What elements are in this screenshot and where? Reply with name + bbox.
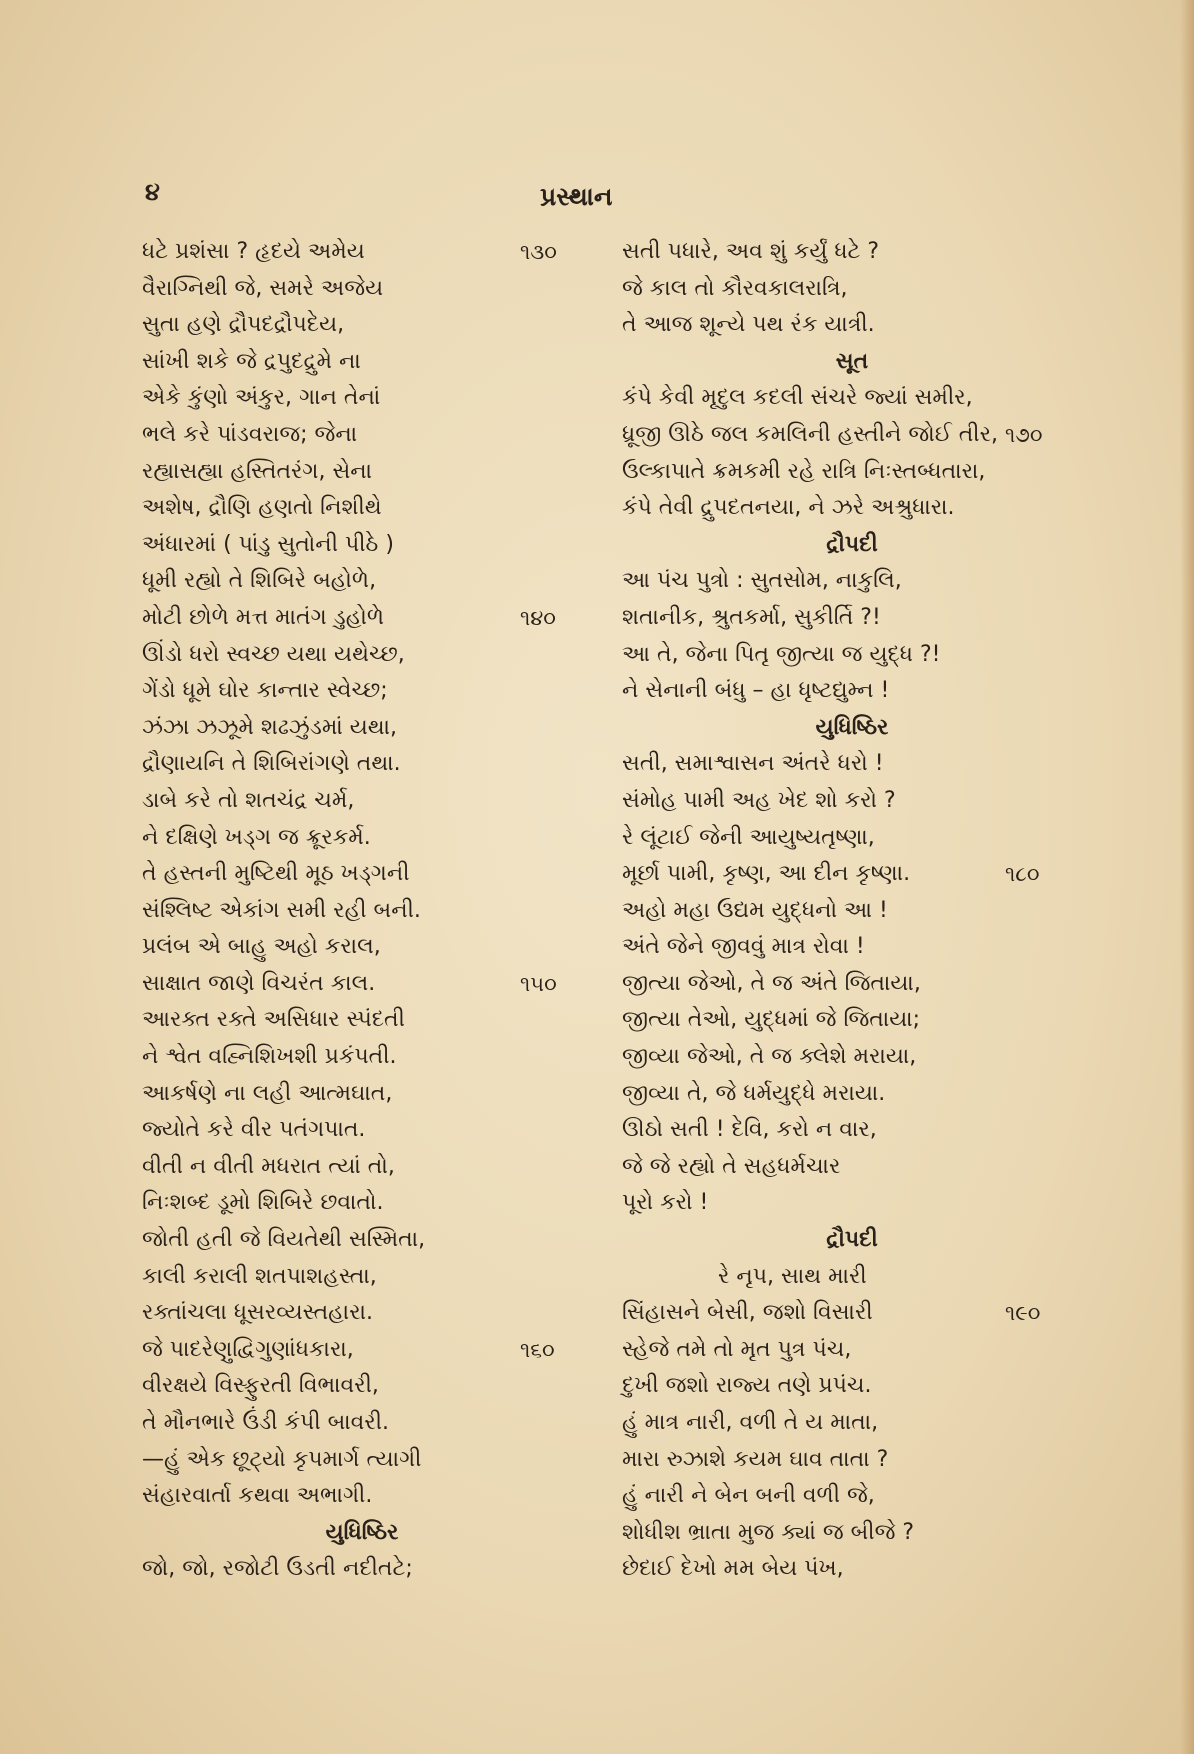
verse-text: તે મૌનભારે ઉંડી કંપી બાવરી. [142, 1410, 390, 1435]
verse-line [622, 783, 1082, 820]
verse-text: રક્તાંચલા ધૂસરવ્યસ્તહારા. [142, 1300, 373, 1326]
verse-text: અશેષ, દ્રૌણિ હણતો નિશીથે [142, 495, 382, 521]
verse-line [142, 234, 582, 271]
verse-text: કંપે તેવી દ્રુપદતનયા, ને ઝરે અશ્રુધારા. [622, 495, 955, 521]
verse-text: ઉલ્કાપાતે ક્રમકમી રહે રાત્રિ નિઃસ્તબ્ધતારા, [622, 458, 986, 484]
verse-line [142, 1332, 582, 1369]
verse-text: તે આજ શૂન્યે પથ રંક યાત્રી. [622, 312, 875, 338]
verse-line [142, 856, 582, 893]
verse-text: આ તે, જેના પિતૃ જીત્યા જ યુદ્ધ ?! [622, 641, 941, 667]
verse-line [142, 307, 582, 344]
verse-line [142, 1222, 582, 1259]
verse-text: પ્રલંબ એ બાહુ અહો કરાલ, [142, 934, 381, 960]
line-number: ૧૮૦ [1005, 862, 1040, 887]
verse-text: જીવ્યા જેઓ, તે જ ક્લેશે મરાયા, [622, 1044, 917, 1070]
verse-text: જીવ્યા તે, જે ધર્મયુદ્ધે મરાયા. [622, 1080, 886, 1106]
verse-text: ને શ્વેત વહ્નિશિખશી પ્રકંપતી. [142, 1044, 397, 1070]
verse-line [142, 1039, 582, 1076]
speaker-name: યુધિષ્ઠિર [815, 714, 889, 740]
verse-text: ને દક્ષિણે ખડ્ગ જ ક્રૂરકર્મ. [142, 824, 371, 850]
verse-line [142, 1149, 582, 1186]
verse-line [622, 417, 1082, 454]
verse-line [622, 234, 1082, 271]
verse-text: —હું એક છૂટ્યો કૃપમાર્ગ ત્યાગી [142, 1446, 422, 1472]
verse-line [142, 527, 582, 564]
verse-line [622, 271, 1082, 308]
verse-line [622, 966, 1082, 1003]
line-number: ૧૬૦ [520, 1337, 555, 1362]
verse-line [142, 966, 582, 1003]
line-number: ૧૯૦ [1005, 1301, 1041, 1326]
verse-text: વીતી ન વીતી મધરાત ત્યાં તો, [142, 1153, 395, 1179]
verse-text: સ્હેજે તમે તો મૃત પુત્ર પંચ, [622, 1336, 852, 1362]
verse-line [142, 637, 582, 674]
speaker-name: દ્રૌપદી [826, 1227, 878, 1253]
verse-line [142, 820, 582, 857]
verse-line [622, 746, 1082, 783]
page-number: ૪ [145, 178, 160, 206]
verse-text: શતાનીક, શ્રુતકર્મા, સુકીર્તિ ?! [622, 604, 881, 630]
verse-line [142, 1185, 582, 1222]
verse-text: સંહારવાર્તા કથવા અભાગી. [142, 1483, 373, 1509]
verse-line [142, 1076, 582, 1113]
verse-text: એકે કુંણો અંકુર, ગાન તેનાં [142, 385, 381, 411]
verse-line [142, 600, 582, 637]
verse-line [142, 710, 582, 747]
verse-line [622, 929, 1082, 966]
verse-line [622, 856, 1082, 893]
verse-line [142, 1478, 582, 1515]
verse-text: મારા રુઝાશે કયમ ઘાવ તાતા ? [622, 1446, 889, 1472]
verse-text: છેદાઈ દેખો મમ બેય પંખ, [622, 1556, 844, 1582]
verse-text: સતી પધારે, અવ શું કર્યું ધટે ? [622, 239, 880, 264]
verse-text: જે પાદરેણુદ્વિગુણાંધકારા, [142, 1336, 354, 1362]
verse-text: જીત્યા જેઓ, તે જ અંતે જિતાયા, [622, 970, 921, 996]
verse-text: રે નૃપ, સાથ મારી [718, 1263, 867, 1289]
verse-text: સંશ્લિષ્ટ એકાંગ સમી રહી બની. [142, 897, 421, 923]
verse-line [142, 1112, 582, 1149]
verse-text: સતી, સમાશ્વાસન અંતરે ધરો ! [622, 751, 884, 777]
verse-line [622, 1405, 1082, 1442]
verse-line [622, 673, 1082, 710]
verse-text: અંધારમાં ( પાંડુ સુતોની પીઠે ) [142, 531, 394, 557]
verse-text: ઝંઝા ઝઝૂમે શઢઝુંડમાં યથા, [142, 714, 398, 740]
verse-text: અંતે જેને જીવવું માત્ર રોવા ! [622, 934, 865, 960]
verse-line [622, 600, 1082, 637]
verse-line [622, 1368, 1082, 1405]
verse-text: ભલે કરે પાંડવરાજ; જેના [142, 421, 358, 447]
verse-text: સાક્ષાત જાણે વિચરંત કાલ. [142, 970, 376, 996]
verse-line [622, 1295, 1082, 1332]
verse-line [142, 783, 582, 820]
verse-line [142, 929, 582, 966]
verse-text: વીરક્ષયે વિસ્ફુરતી વિભાવરી, [142, 1373, 379, 1399]
verse-line [622, 637, 1082, 674]
verse-text: ઊંડો ધરો સ્વચ્છ યથા યથેચ્છ, [142, 641, 405, 667]
verse-line [142, 1002, 582, 1039]
right-verse-column [622, 234, 1082, 1588]
line-number: ૧૩૦ [520, 240, 557, 264]
verse-line [622, 1478, 1082, 1515]
verse-line [142, 454, 582, 491]
verse-text: શોધીશ ભ્રાતા મુજ ક્યાં જ બીજે ? [622, 1519, 915, 1545]
verse-line [142, 380, 582, 417]
verse-text: વૈરાગ્નિથી જે, સમરે અજેય [142, 275, 384, 301]
verse-text: જ્યોતે કરે વીર પતંગપાત. [142, 1117, 366, 1143]
verse-text: નિઃશબ્દ ડૂમો શિબિરે છવાતો. [142, 1190, 384, 1216]
verse-text: દુખી જશો રાજ્ય તણે પ્રપંચ. [622, 1373, 872, 1399]
verse-line [142, 1295, 582, 1332]
verse-text: દ્રૌણાયનિ તે શિબિરાંગણે તથા. [142, 751, 401, 777]
verse-line [622, 490, 1082, 527]
verse-line [142, 417, 582, 454]
verse-text: કાલી કરાલી શતપાશહસ્તા, [142, 1263, 377, 1289]
verse-text: ધૂમી રહ્યો તે શિબિરે બહોળે, [142, 568, 377, 594]
verse-line [142, 563, 582, 600]
speaker-heading [622, 344, 1082, 381]
verse-line [142, 746, 582, 783]
verse-text: આ પંચ પુત્રો : સુતસોમ, નાકુલિ, [622, 568, 902, 594]
verse-line [622, 1515, 1082, 1552]
verse-text: મોટી છોળે મત્ત માતંગ ડુહોળે [142, 604, 385, 630]
verse-text: ડાબે કરે તો શતચંદ્ર ચર્મ, [142, 787, 355, 813]
verse-line [622, 1149, 1082, 1186]
verse-text: હું નારી ને બેન બની વળી જે, [622, 1483, 875, 1509]
verse-text: રે લૂંટાઈ જેની આયુષ્યતૃષ્ણા, [622, 824, 875, 850]
verse-line [622, 893, 1082, 930]
speaker-heading [622, 710, 1082, 747]
verse-line [622, 820, 1082, 857]
verse-text: ધ્રૂજી ઊઠે જલ કમલિની હસ્તીને જોઈ તીર, [622, 421, 998, 447]
verse-line [622, 1039, 1082, 1076]
verse-line [622, 1259, 1082, 1296]
line-number: ૧૪૦ [520, 605, 556, 630]
verse-line [142, 673, 582, 710]
verse-text: મૂર્છા પામી, કૃષ્ણ, આ દીન કૃષ્ણા. [622, 861, 911, 887]
verse-text: ને સેનાની બંધુ – હા ધૃષ્ટદ્યુમ્ન ! [622, 678, 890, 704]
verse-text: ધટે પ્રશંસા ? હૃદયે અમેય [142, 239, 365, 264]
verse-text: જોતી હતી જે વિયતેથી સસ્મિતા, [142, 1227, 426, 1253]
verse-line [142, 1442, 582, 1479]
speaker-name: યુધિષ્ઠિર [325, 1519, 399, 1545]
verse-line [142, 1259, 582, 1296]
verse-text: સિંહાસને બેસી, જશો વિસારી [622, 1300, 873, 1326]
verse-line [142, 490, 582, 527]
verse-text: સાંખી શકે જે દ્રપુદદ્રુમે ના [142, 348, 361, 374]
speaker-heading [622, 1222, 1082, 1259]
verse-text: આરક્ત રક્તે અસિધાર સ્પંદતી [142, 1007, 405, 1033]
line-number: ૧૫૦ [520, 971, 557, 996]
page-edge-shadow [1180, 0, 1194, 1754]
verse-text: હું માત્ર નારી, વળી તે ય માતા, [622, 1410, 879, 1435]
verse-line [142, 1368, 582, 1405]
line-number: ૧૭૦ [1005, 422, 1043, 447]
verse-line [622, 1185, 1082, 1222]
verse-text: કંપે કેવી મૃદુલ કદલી સંચરે જ્યાં સમીર, [622, 385, 973, 411]
verse-text: ઊઠો સતી ! દેવિ, કરો ન વાર, [622, 1117, 877, 1143]
verse-text: પૂરો કરો ! [622, 1190, 709, 1216]
verse-text: ગેંડો ધૂમે ઘોર કાન્તાર સ્વેચ્છ; [142, 678, 388, 704]
verse-text: સુતા હણે દ્રૌપદદ્રૌપદેય, [142, 312, 345, 338]
speaker-name: સૂત [835, 348, 869, 374]
verse-line [622, 1002, 1082, 1039]
verse-text: રહ્યાસહ્યા હસ્તિતરંગ, સેના [142, 458, 373, 484]
speaker-name: દ્રૌપદી [826, 531, 878, 557]
verse-text: જે જે રહ્યો તે સહધર્મચાર [622, 1153, 841, 1179]
verse-text: જે કાલ તો કૌરવકાલરાત્રિ, [622, 275, 848, 301]
verse-text: જીત્યા તેઓ, યુદ્ધમાં જે જિતાયા; [622, 1007, 921, 1033]
running-title: પ્રસ્થાન [540, 182, 613, 211]
verse-text: આકર્ષણે ના લહી આત્મઘાત, [142, 1080, 393, 1106]
verse-text: સંમોહ પામી અહ ખેદ શો કરો ? [622, 787, 896, 813]
verse-line [142, 271, 582, 308]
verse-line [622, 380, 1082, 417]
verse-line [622, 454, 1082, 491]
verse-line [622, 1112, 1082, 1149]
verse-line [142, 344, 582, 381]
verse-line [622, 1551, 1082, 1588]
verse-line [622, 1076, 1082, 1113]
verse-text: જો, જો, રજોટી ઉડતી નદીતટે; [142, 1556, 413, 1582]
speaker-heading [622, 527, 1082, 564]
verse-text: તે હસ્તની મુષ્ટિથી મૂઠ ખડ્ગની [142, 861, 410, 887]
verse-line [622, 1332, 1082, 1369]
verse-line [142, 893, 582, 930]
verse-line [622, 1442, 1082, 1479]
verse-line [622, 307, 1082, 344]
verse-text: અહો મહા ઉદ્યમ યુદ્ધનો આ ! [622, 897, 888, 923]
verse-line [622, 563, 1082, 600]
verse-line [142, 1405, 582, 1442]
left-verse-column [142, 234, 582, 1588]
verse-line [142, 1551, 582, 1588]
speaker-heading [142, 1515, 582, 1552]
